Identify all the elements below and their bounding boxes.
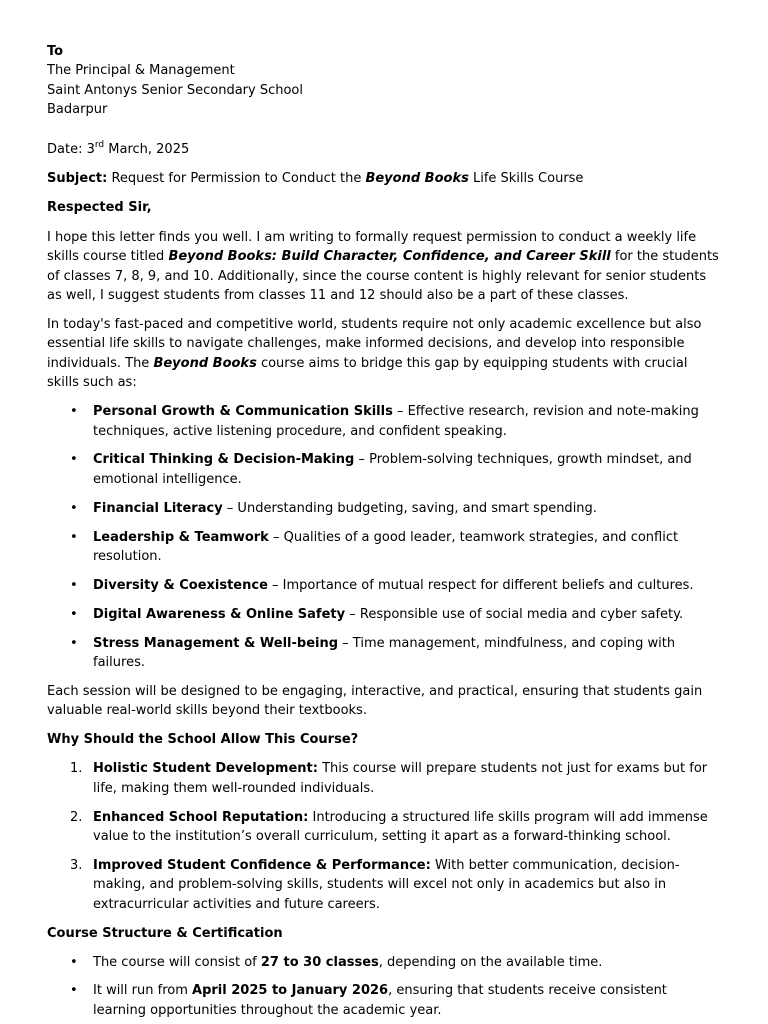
bullet-icon: • xyxy=(70,635,78,651)
list-item: 1. Holistic Student Development: This course will prepare students not just for exams but for life, making them well-rounded individuals. xyxy=(70,761,708,796)
bullet-icon: • xyxy=(70,983,78,999)
salutation: Respected Sir, xyxy=(47,200,152,216)
bullet-icon: • xyxy=(70,500,78,516)
address-line-1: The Principal & Management xyxy=(47,63,235,79)
address-line-3: Badarpur xyxy=(47,102,108,118)
address-line-2: Saint Antonys Senior Secondary School xyxy=(47,82,303,98)
reasons-list xyxy=(47,759,722,914)
list-number: 3. xyxy=(70,857,83,873)
structure-list xyxy=(47,953,722,1021)
sessions-paragraph: Each session will be designed to be engaging, interactive, and practical, ensuring that students gain valuable real-world skills beyond their textbooks. xyxy=(47,684,703,719)
bullet-icon: • xyxy=(70,954,78,970)
list-item: 2. Enhanced School Reputation: Introducing a structured life skills program will add immense value to the institution’s overall curriculum, setting it apart as a forward-thinking school. xyxy=(70,809,708,844)
list-item: • The course will consist of 27 to 30 classes, depending on the available time. xyxy=(47,953,722,972)
list-item: 3. Improved Student Confidence & Performance: With better communication, decision-making, and problem-solving skills, students will excel not only in academics but also in extracurricular activities and future careers. xyxy=(70,857,680,912)
list-number: 1. xyxy=(70,761,83,777)
list-item: • Digital Awareness & Online Safety – Responsible use of social media and cyber safety. xyxy=(47,605,722,624)
subject-label: Subject: xyxy=(47,171,108,187)
letter-subject: Subject: Request for Permission to Conduct the Beyond Books Life Skills Course xyxy=(47,171,584,187)
why-heading: Why Should the School Allow This Course? xyxy=(47,732,359,748)
context-paragraph: In today's fast-paced and competitive world, students require not only academic excellence but also essential life skills to navigate challenges, make informed decisions, and develop into responsible individuals. The Beyond Books course aims to bridge this gap by equipping students with crucial skills such as: xyxy=(47,316,702,391)
list-item: • Financial Literacy – Understanding budgeting, saving, and smart spending. xyxy=(47,499,722,518)
address-to: To xyxy=(47,44,64,59)
skills-list xyxy=(47,402,722,672)
list-item: • It will run from April 2025 to January 2026, ensuring that students receive consistent learning opportunities throughout the academic year. xyxy=(70,983,667,1018)
bullet-icon: • xyxy=(70,577,78,593)
list-item: • Critical Thinking & Decision-Making – Problem-solving techniques, growth mindset, and emotional intelligence. xyxy=(70,452,692,487)
list-item: • Stress Management & Well-being – Time management, mindfulness, and coping with failures. xyxy=(70,635,676,671)
bullet-icon: • xyxy=(70,606,78,622)
list-item: • Personal Growth & Communication Skills – Effective research, revision and note-making techniques, active listening procedure, and confident speaking. xyxy=(70,404,699,439)
letter-date: Date: 3rd March, 2025 xyxy=(47,139,190,157)
bullet-icon: • xyxy=(70,404,78,420)
list-item: • Diversity & Coexistence – Importance of mutual respect for different beliefs and cultures. xyxy=(47,576,722,595)
recipient-address xyxy=(47,42,722,120)
structure-heading: Course Structure & Certification xyxy=(47,925,283,941)
bullet-icon: • xyxy=(70,452,78,468)
bullet-icon: • xyxy=(70,529,78,545)
list-item: • Leadership & Teamwork – Qualities of a good leader, teamwork strategies, and conflict resolution. xyxy=(70,529,679,565)
intro-paragraph: I hope this letter finds you well. I am writing to formally request permission to conduct a weekly life skills course titled Beyond Books: Build Character, Confidence, and Career Skill for the students of classes 7, 8, 9, and 10. Additionally, since the course content is highly relevant for senior students as well, I suggest students from classes 11 and 12 should also be a part of these classes. xyxy=(47,229,719,304)
list-number: 2. xyxy=(70,809,83,825)
